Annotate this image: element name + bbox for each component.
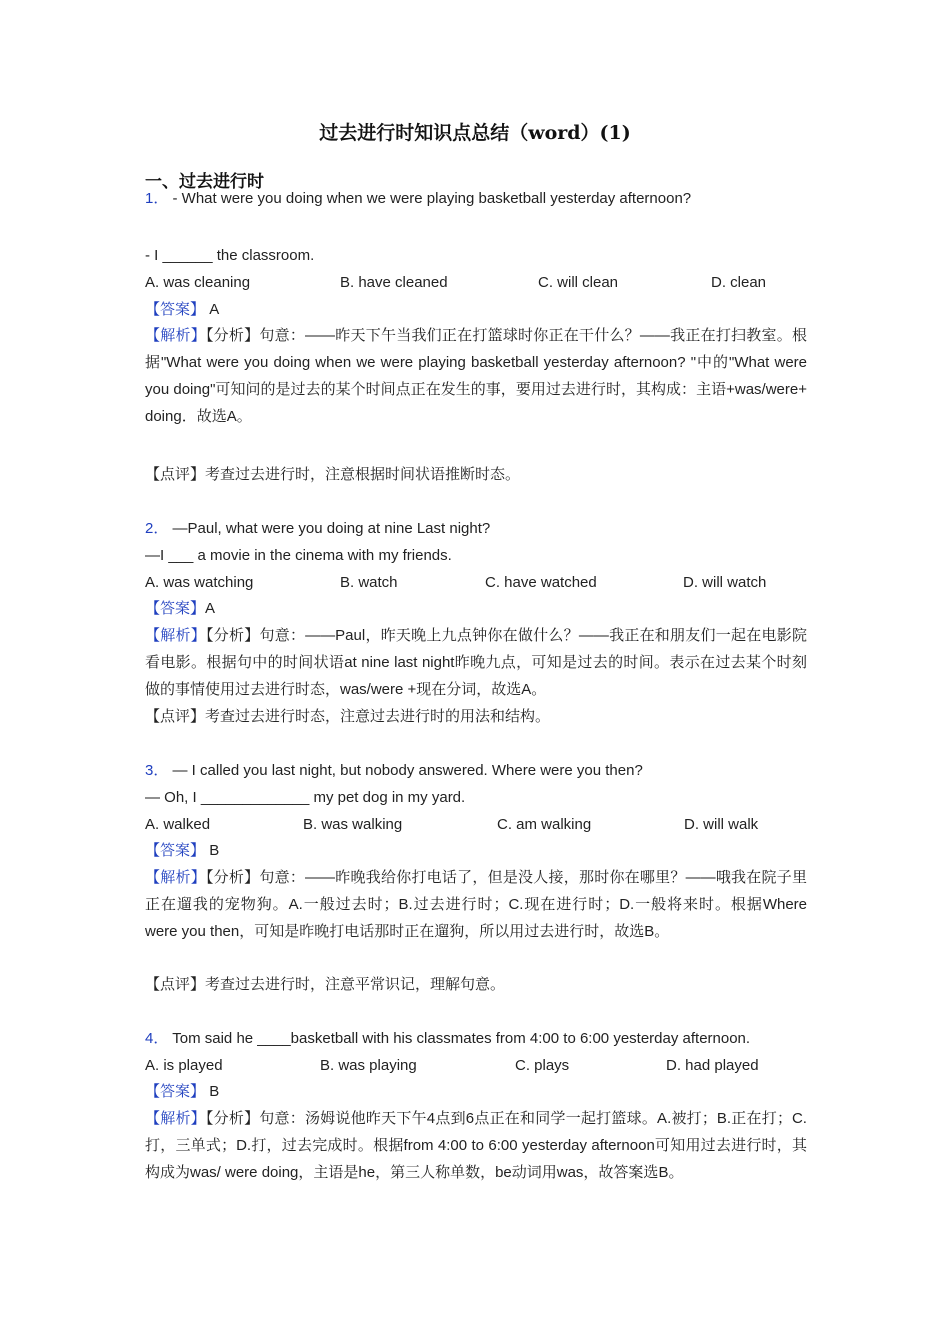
analysis-paragraph [145, 622, 807, 703]
option-d: D. will watch [683, 574, 767, 591]
analysis-label: 【解析】 [145, 327, 206, 344]
option-b: B. was playing [320, 1057, 417, 1074]
answer-line [145, 300, 219, 320]
analysis-text: 【分析】句意：——Paul，昨天晚上九点钟你在做什么？——我正在和朋友们一起在电影院看电影。根据句中的时间状语at nine last night昨晚九点，可知是过去的时间。表示在过去某个时刻做的事情使用过去进行时态，was/were +现在分词，故选A。 [145, 627, 807, 698]
question-3-response: — Oh, I _____________ my pet dog in my yard. [145, 789, 466, 806]
question-3-stem [145, 761, 643, 781]
comment-line: 【点评】考查过去进行时，注意平常识记，理解句意。 [145, 976, 506, 993]
option-a: A. was cleaning [145, 274, 251, 291]
option-b: B. have cleaned [340, 274, 448, 291]
question-number: 1． [145, 190, 169, 207]
section-heading: 一、过去进行时 [145, 172, 264, 192]
analysis-label: 【解析】 [145, 627, 206, 644]
question-text: —Paul, what were you doing at nine Last night? [172, 520, 491, 537]
answer-line [145, 1082, 219, 1102]
answer-line [145, 599, 215, 619]
option-c: C. have watched [485, 574, 597, 591]
question-text: — I called you last night, but nobody answered. Where were you then? [172, 762, 643, 779]
analysis-text: 【分析】句意：——昨晚我给你打电话了，但是没人接，那时你在哪里？——哦我在院子里正在遛我的宠物狗。A.一般过去时；B.过去进行时；C.现在进行时；D.一般将来时。根据Where were you then，可知是昨晚打电话那时正在遛狗，所以用过去进行时，故选B。 [145, 869, 807, 940]
question-number: 4． [145, 1030, 169, 1047]
comment-line: 【点评】考查过去进行时，注意根据时间状语推断时态。 [145, 466, 521, 483]
question-text: - What were you doing when we were playing basketball yesterday afternoon? [172, 190, 692, 207]
question-1-stem [145, 189, 691, 209]
option-d: D. clean [711, 274, 767, 291]
analysis-text: 【分析】句意：——昨天下午当我们正在打篮球时你正在干什么？——我正在打扫教室。根据"What were you doing when we were playing basketball yesterday afternoon? "中的"What were you doing"可知问的是过去的某个时间点正在发生的事，要用过去进行时，其构成：主语+was/were+ doing．故选A。 [145, 327, 807, 425]
answer-line [145, 841, 219, 861]
option-a: A. is played [145, 1057, 223, 1074]
option-d: D. will walk [684, 816, 759, 833]
analysis-paragraph [145, 1105, 807, 1186]
option-c: C. am walking [497, 816, 592, 833]
answer-value: A [205, 600, 216, 617]
answer-value: B [209, 1083, 220, 1100]
analysis-paragraph [145, 322, 807, 430]
option-a: A. walked [145, 816, 211, 833]
option-c: C. will clean [538, 274, 619, 291]
option-b: B. was walking [303, 816, 403, 833]
analysis-paragraph [145, 864, 807, 945]
option-b: B. watch [340, 574, 398, 591]
option-d: D. had played [666, 1057, 759, 1074]
question-4-stem [145, 1029, 750, 1049]
question-text: Tom said he ____basketball with his classmates from 4:00 to 6:00 yesterday afternoon. [172, 1030, 751, 1047]
question-number: 3． [145, 762, 169, 779]
answer-label: 【答案】 [145, 301, 206, 318]
question-2-stem [145, 519, 490, 539]
page-title: 过去进行时知识点总结（word）(1) [319, 122, 631, 144]
answer-value: B [209, 842, 220, 859]
analysis-text: 【分析】句意：汤姆说他昨天下午4点到6点正在和同学一起打篮球。A.被打；B.正在打；C.打，三单式；D.打，过去完成时。根据from 4:00 to 6:00 yesterday afternoon可知用过去进行时，其构成为was/ were doing，主语是he，第三人称单数，be动词用was，故答案选B。 [145, 1110, 807, 1181]
question-number: 2． [145, 520, 169, 537]
analysis-label: 【解析】 [145, 869, 206, 886]
answer-label: 【答案】 [145, 842, 206, 859]
answer-label: 【答案】 [145, 1083, 206, 1100]
comment-line: 【点评】考查过去进行时态，注意过去进行时的用法和结构。 [145, 708, 551, 725]
question-2-response: —I ___ a movie in the cinema with my friends. [145, 547, 452, 564]
option-a: A. was watching [145, 574, 254, 591]
analysis-label: 【解析】 [145, 1110, 206, 1127]
option-c: C. plays [515, 1057, 570, 1074]
answer-label: 【答案】 [145, 600, 206, 617]
answer-value: A [209, 301, 220, 318]
question-1-response: - I ______ the classroom. [145, 247, 315, 264]
